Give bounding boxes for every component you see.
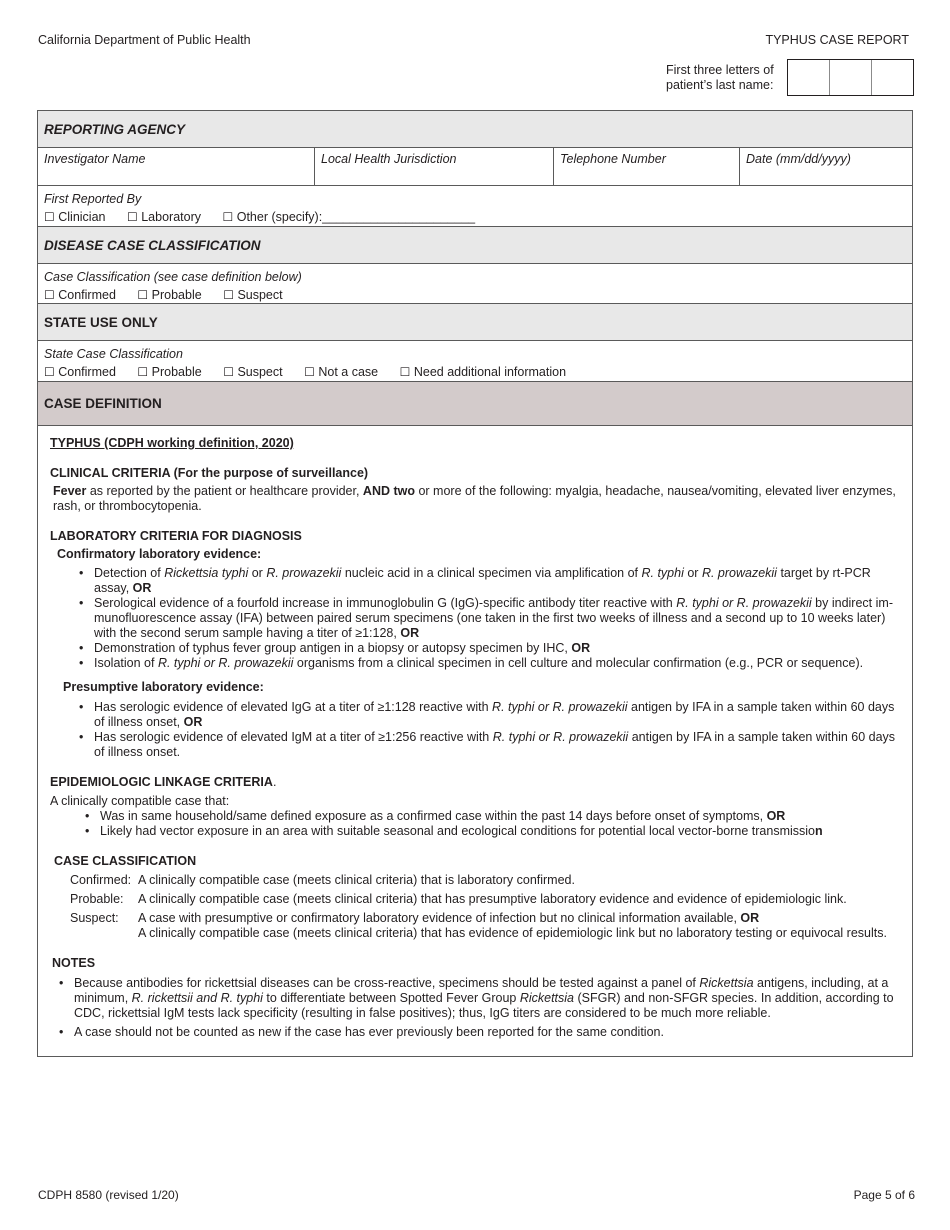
checkbox-icon: ☐ xyxy=(137,288,149,302)
state-confirmed-checkbox[interactable]: ☐ Confirmed xyxy=(44,365,116,379)
epi-list xyxy=(50,809,906,839)
cc-suspect-row xyxy=(70,911,906,941)
checkbox-icon: ☐ xyxy=(44,365,55,379)
list-item: • Likely had vector exposure in an area with suitable seasonal and ecological conditions for potential local vector-borne transmission xyxy=(100,824,906,839)
state-use-heading: STATE USE ONLY xyxy=(38,304,912,341)
reporting-agency-heading: REPORTING AGENCY xyxy=(38,111,912,148)
checkbox-icon: ☐ xyxy=(222,210,234,224)
suspect-checkbox[interactable]: ☐ Suspect xyxy=(223,288,283,302)
need-info-checkbox[interactable]: ☐ Need additional information xyxy=(399,365,567,379)
presumptive-heading: Presumptive laboratory evidence: xyxy=(63,680,264,694)
laboratory-checkbox[interactable]: ☐ Laboratory xyxy=(126,210,201,224)
lab-criteria-heading: LABORATORY CRITERIA FOR DIAGNOSIS xyxy=(50,529,302,543)
list-item: • Serological evidence of a fourfold increase in immunoglobulin G (IgG)-specific antibody titer reactive with R. typhi or R. prowazekii by indirect immunofluorescence assay (IFA) between paired serum specimens (one taken in the first two weeks of illness and a second up to 10 weeks later) with the second serum sample having a titer of ≥1:128, OR xyxy=(94,596,906,641)
form-title: TYPHUS CASE REPORT xyxy=(765,33,909,47)
state-suspect-checkbox[interactable]: ☐ Suspect xyxy=(223,365,283,379)
confirmatory-list xyxy=(50,566,906,671)
probable-checkbox[interactable]: ☐ Probable xyxy=(137,288,202,302)
cc-confirmed-key: Confirmed: xyxy=(70,873,132,887)
clinical-criteria-text: Fever as reported by the patient or healthcare provider, AND two or more of the following: myalgia, headache, nausea/vomiting, elevated liver enzymes, rash, or thrombocytopenia. xyxy=(53,484,896,513)
checkbox-icon: ☐ xyxy=(223,365,234,379)
cc-confirmed-row xyxy=(70,873,906,888)
initial-box-2[interactable] xyxy=(830,60,872,95)
checkbox-icon: ☐ xyxy=(44,288,55,302)
list-item: • Demonstration of typhus fever group antigen in a biopsy or autopsy specimen by IHC, OR xyxy=(94,641,906,656)
initials-label: First three letters of patient’s last name: xyxy=(666,63,774,92)
initials-boxes xyxy=(787,59,914,96)
case-classification-cell xyxy=(38,264,912,304)
cc-probable-value: A clinically compatible case (meets clinical criteria) that has presumptive laboratory evidence and evidence of epidemiologic link. xyxy=(138,892,847,906)
list-item: • A case should not be counted as new if the case has ever previously been reported for the same condition. xyxy=(74,1025,906,1040)
case-report-form xyxy=(37,110,913,1057)
state-classification-cell xyxy=(38,341,912,382)
cc-confirmed-value: A clinically compatible case (meets clinical criteria) that is laboratory confirmed. xyxy=(138,873,575,887)
cc-suspect-value: A case with presumptive or confirmatory laboratory evidence of infection but no clinical information available, OR A clinically compatible case (meets clinical criteria) that has evidence of epidemiologic link but no laboratory testing or equivocal results. xyxy=(138,911,887,940)
initial-box-1[interactable] xyxy=(788,60,830,95)
notes-list xyxy=(50,976,906,1040)
notes-heading: NOTES xyxy=(52,956,96,970)
cc-probable-key: Probable: xyxy=(70,892,124,906)
checkbox-icon: ☐ xyxy=(44,210,55,224)
confirmatory-heading: Confirmatory laboratory evidence: xyxy=(57,547,262,561)
confirmed-checkbox[interactable]: ☐ Confirmed xyxy=(44,288,116,302)
agency-name: California Department of Public Health xyxy=(38,33,251,47)
presumptive-list xyxy=(50,700,906,760)
checkbox-icon: ☐ xyxy=(399,365,411,379)
date-field[interactable]: Date (mm/dd/yyyy) xyxy=(746,152,851,166)
local-health-jurisdiction-field[interactable]: Local Health Jurisdiction xyxy=(315,148,554,185)
case-classification-label: Case Classification (see case definition below) xyxy=(44,270,302,284)
list-item: • Has serologic evidence of elevated IgM at a titer of ≥1:256 reactive with R. typhi or R. prowazekii antigen by IFA in a sample taken within 60 days of illness onset. xyxy=(94,730,906,760)
case-definition-body xyxy=(38,426,912,1056)
list-item: • Because antibodies for rickettsial diseases can be cross-reactive, specimens should be tested against a panel of Rickettsia antigens, including, at a minimum, R. rickettsii and R. typhi to differentiate between Spotted Fever Group Rickettsia (SFGR) and non-SFGR species. In addition, according to CDC, rickettsial IgM tests lack specificity (resulting in false positives); thus, IgG titers are considered to be much more reliable. xyxy=(74,976,906,1021)
not-a-case-checkbox[interactable]: ☐ Not a case xyxy=(304,365,379,379)
state-classification-label: State Case Classification xyxy=(44,347,183,361)
list-item: • Detection of Rickettsia typhi or R. prowazekii nucleic acid in a clinical specimen via amplification of R. typhi or R. prowazekii target by rt-PCR assay, OR xyxy=(94,566,906,596)
first-reported-label: First Reported By xyxy=(44,192,142,206)
clinician-checkbox[interactable]: ☐ Clinician xyxy=(44,210,106,224)
telephone-number-field[interactable]: Telephone Number xyxy=(554,148,740,185)
clinical-criteria-heading: CLINICAL CRITERIA (For the purpose of surveillance) xyxy=(50,466,369,480)
list-item: • Was in same household/same defined exposure as a confirmed case within the past 14 days before onset of symptoms, OR xyxy=(100,809,906,824)
epi-intro: A clinically compatible case that: xyxy=(50,794,230,808)
form-number: CDPH 8580 (revised 1/20) xyxy=(38,1188,179,1202)
investigator-name-field[interactable]: Investigator Name xyxy=(38,148,315,185)
case-classification-heading: CASE CLASSIFICATION xyxy=(54,854,197,868)
page-number: Page 5 of 6 xyxy=(853,1188,915,1202)
notes-section xyxy=(50,956,906,1040)
disease-case-classification-heading: DISEASE CASE CLASSIFICATION xyxy=(38,227,912,264)
cc-suspect-key: Suspect: xyxy=(70,911,119,925)
definition-title: TYPHUS (CDPH working definition, 2020) xyxy=(50,436,294,450)
cc-probable-row xyxy=(70,892,906,907)
state-probable-checkbox[interactable]: ☐ Probable xyxy=(137,365,202,379)
checkbox-icon: ☐ xyxy=(304,365,315,379)
case-definition-heading: CASE DEFINITION xyxy=(38,382,912,426)
reporting-agency-fields xyxy=(38,148,912,186)
first-reported-cell xyxy=(38,186,912,227)
epi-heading: EPIDEMIOLOGIC LINKAGE CRITERIA. xyxy=(50,775,277,789)
list-item: • Isolation of R. typhi or R. prowazekii organisms from a clinical specimen in cell culture and molecular confirmation (e.g., PCR or sequence). xyxy=(94,656,906,671)
other-checkbox[interactable]: ☐ Other (specify):______________________ xyxy=(222,210,476,224)
checkbox-icon: ☐ xyxy=(126,210,138,224)
list-item: • Has serologic evidence of elevated IgG at a titer of ≥1:128 reactive with R. typhi or R. prowazekii antigen by IFA in a sample taken within 60 days of illness onset, OR xyxy=(94,700,906,730)
initial-box-3[interactable] xyxy=(872,60,913,95)
checkbox-icon: ☐ xyxy=(223,288,234,302)
checkbox-icon: ☐ xyxy=(137,365,149,379)
